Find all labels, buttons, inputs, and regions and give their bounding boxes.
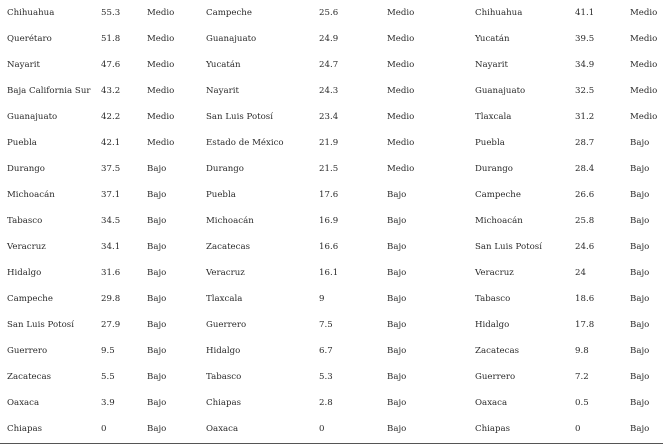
level-cell: Bajo — [147, 216, 167, 226]
value-cell: 0 — [319, 424, 325, 434]
state-name-cell: Baja California Sur — [7, 86, 91, 96]
state-name-cell: Chiapas — [206, 398, 242, 408]
value-cell: 5.3 — [319, 372, 333, 382]
level-cell: Bajo — [630, 242, 650, 252]
value-cell: 6.7 — [319, 346, 333, 356]
table-row — [0, 156, 663, 182]
value-cell: 34.9 — [575, 60, 595, 70]
table-row — [0, 26, 663, 52]
level-cell: Medio — [147, 86, 175, 96]
value-cell: 9.8 — [575, 346, 589, 356]
state-name-cell: Guanajuato — [206, 34, 257, 44]
level-cell: Medio — [630, 8, 658, 18]
level-cell: Bajo — [387, 216, 407, 226]
state-name-cell: Yucatán — [206, 60, 241, 70]
level-cell: Bajo — [147, 424, 167, 434]
table-row — [0, 416, 663, 442]
value-cell: 17.6 — [319, 190, 339, 200]
value-cell: 42.2 — [101, 112, 121, 122]
level-cell: Medio — [147, 34, 175, 44]
level-cell: Bajo — [147, 372, 167, 382]
level-cell: Bajo — [630, 164, 650, 174]
value-cell: 21.5 — [319, 164, 339, 174]
state-name-cell: Durango — [7, 164, 45, 174]
value-cell: 47.6 — [101, 60, 121, 70]
value-cell: 34.5 — [101, 216, 121, 226]
level-cell: Bajo — [387, 424, 407, 434]
value-cell: 28.7 — [575, 138, 595, 148]
level-cell: Medio — [387, 34, 415, 44]
value-cell: 31.2 — [575, 112, 595, 122]
state-name-cell: Tabasco — [7, 216, 43, 226]
state-name-cell: Veracruz — [206, 268, 245, 278]
state-name-cell: Puebla — [206, 190, 236, 200]
state-name-cell: Nayarit — [475, 60, 509, 70]
state-name-cell: Chihuahua — [7, 8, 55, 18]
state-name-cell: Veracruz — [7, 242, 46, 252]
level-cell: Bajo — [387, 372, 407, 382]
level-cell: Medio — [630, 60, 658, 70]
value-cell: 24.6 — [575, 242, 595, 252]
value-cell: 51.8 — [101, 34, 121, 44]
value-cell: 31.6 — [101, 268, 121, 278]
level-cell: Bajo — [630, 372, 650, 382]
level-cell: Bajo — [630, 138, 650, 148]
state-name-cell: Nayarit — [7, 60, 41, 70]
level-cell: Medio — [387, 8, 415, 18]
state-name-cell: Guerrero — [206, 320, 247, 330]
level-cell: Bajo — [147, 268, 167, 278]
table-row — [0, 52, 663, 78]
value-cell: 23.4 — [319, 112, 339, 122]
state-name-cell: Oaxaca — [475, 398, 508, 408]
table-bottom-rule — [0, 443, 663, 444]
state-name-cell: Puebla — [475, 138, 505, 148]
state-name-cell: Tlaxcala — [206, 294, 243, 304]
value-cell: 7.2 — [575, 372, 589, 382]
value-cell: 5.5 — [101, 372, 115, 382]
state-name-cell: Guerrero — [7, 346, 48, 356]
value-cell: 25.6 — [319, 8, 339, 18]
level-cell: Bajo — [387, 268, 407, 278]
level-cell: Bajo — [630, 398, 650, 408]
state-name-cell: Hidalgo — [7, 268, 42, 278]
level-cell: Bajo — [387, 190, 407, 200]
state-name-cell: Guanajuato — [475, 86, 526, 96]
table-row — [0, 260, 663, 286]
level-cell: Medio — [147, 138, 175, 148]
value-cell: 9 — [319, 294, 325, 304]
value-cell: 7.5 — [319, 320, 333, 330]
level-cell: Medio — [630, 34, 658, 44]
level-cell: Bajo — [387, 346, 407, 356]
value-cell: 25.8 — [575, 216, 595, 226]
state-name-cell: Tabasco — [206, 372, 242, 382]
state-name-cell: Durango — [206, 164, 244, 174]
table-row — [0, 104, 663, 130]
state-name-cell: Nayarit — [206, 86, 240, 96]
value-cell: 41.1 — [575, 8, 595, 18]
state-name-cell: Hidalgo — [206, 346, 241, 356]
value-cell: 24.9 — [319, 34, 339, 44]
table-row — [0, 364, 663, 390]
value-cell: 2.8 — [319, 398, 333, 408]
state-name-cell: Puebla — [7, 138, 37, 148]
state-name-cell: Hidalgo — [475, 320, 510, 330]
level-cell: Bajo — [147, 294, 167, 304]
table-row — [0, 182, 663, 208]
value-cell: 0.5 — [575, 398, 589, 408]
level-cell: Bajo — [387, 294, 407, 304]
value-cell: 21.9 — [319, 138, 339, 148]
state-name-cell: Zacatecas — [206, 242, 251, 252]
value-cell: 26.6 — [575, 190, 595, 200]
level-cell: Bajo — [387, 398, 407, 408]
value-cell: 37.1 — [101, 190, 121, 200]
level-cell: Bajo — [630, 268, 650, 278]
table-row — [0, 390, 663, 416]
value-cell: 27.9 — [101, 320, 121, 330]
level-cell: Bajo — [147, 398, 167, 408]
state-name-cell: Zacatecas — [475, 346, 520, 356]
value-cell: 18.6 — [575, 294, 595, 304]
table-row — [0, 286, 663, 312]
level-cell: Bajo — [630, 424, 650, 434]
table-row — [0, 234, 663, 260]
level-cell: Medio — [387, 112, 415, 122]
state-name-cell: Tlaxcala — [475, 112, 512, 122]
value-cell: 39.5 — [575, 34, 595, 44]
state-name-cell: Guanajuato — [7, 112, 58, 122]
level-cell: Bajo — [147, 346, 167, 356]
state-name-cell: Chihuahua — [475, 8, 523, 18]
state-name-cell: Zacatecas — [7, 372, 52, 382]
level-cell: Medio — [147, 8, 175, 18]
level-cell: Bajo — [630, 346, 650, 356]
state-name-cell: Guerrero — [475, 372, 516, 382]
state-name-cell: Estado de México — [206, 138, 284, 148]
level-cell: Medio — [630, 86, 658, 96]
table-row — [0, 338, 663, 364]
value-cell: 0 — [101, 424, 107, 434]
state-name-cell: Yucatán — [475, 34, 510, 44]
value-cell: 55.3 — [101, 8, 121, 18]
state-name-cell: Oaxaca — [206, 424, 239, 434]
state-name-cell: San Luis Potosí — [206, 112, 273, 122]
level-cell: Medio — [387, 60, 415, 70]
value-cell: 9.5 — [101, 346, 115, 356]
table-row — [0, 78, 663, 104]
state-name-cell: Campeche — [7, 294, 53, 304]
state-name-cell: San Luis Potosí — [7, 320, 74, 330]
state-name-cell: San Luis Potosí — [475, 242, 542, 252]
state-name-cell: Oaxaca — [7, 398, 40, 408]
state-name-cell: Querétaro — [7, 34, 52, 44]
state-name-cell: Durango — [475, 164, 513, 174]
table-row — [0, 0, 663, 26]
value-cell: 16.6 — [319, 242, 339, 252]
level-cell: Medio — [147, 112, 175, 122]
value-cell: 0 — [575, 424, 581, 434]
value-cell: 28.4 — [575, 164, 595, 174]
level-cell: Bajo — [147, 190, 167, 200]
level-cell: Bajo — [147, 164, 167, 174]
level-cell: Medio — [387, 138, 415, 148]
level-cell: Bajo — [630, 216, 650, 226]
level-cell: Bajo — [147, 320, 167, 330]
value-cell: 24.3 — [319, 86, 339, 96]
value-cell: 17.8 — [575, 320, 595, 330]
value-cell: 16.9 — [319, 216, 339, 226]
value-cell: 24.7 — [319, 60, 339, 70]
value-cell: 29.8 — [101, 294, 121, 304]
level-cell: Medio — [387, 164, 415, 174]
value-cell: 34.1 — [101, 242, 121, 252]
state-name-cell: Michoacán — [206, 216, 254, 226]
value-cell: 43.2 — [101, 86, 121, 96]
state-name-cell: Campeche — [475, 190, 521, 200]
level-cell: Bajo — [630, 320, 650, 330]
level-cell: Bajo — [147, 242, 167, 252]
value-cell: 24 — [575, 268, 586, 278]
level-cell: Bajo — [630, 294, 650, 304]
table-row — [0, 312, 663, 338]
level-cell: Medio — [387, 86, 415, 96]
state-name-cell: Chiapas — [7, 424, 43, 434]
value-cell: 37.5 — [101, 164, 121, 174]
level-cell: Medio — [147, 60, 175, 70]
state-name-cell: Michoacán — [7, 190, 55, 200]
table-row — [0, 208, 663, 234]
level-cell: Bajo — [387, 320, 407, 330]
state-name-cell: Chiapas — [475, 424, 511, 434]
value-cell: 42.1 — [101, 138, 121, 148]
table-row — [0, 130, 663, 156]
level-cell: Bajo — [630, 190, 650, 200]
state-name-cell: Tabasco — [475, 294, 511, 304]
state-name-cell: Michoacán — [475, 216, 523, 226]
value-cell: 32.5 — [575, 86, 595, 96]
state-name-cell: Veracruz — [475, 268, 514, 278]
level-cell: Bajo — [387, 242, 407, 252]
value-cell: 3.9 — [101, 398, 115, 408]
state-name-cell: Campeche — [206, 8, 252, 18]
level-cell: Medio — [630, 112, 658, 122]
value-cell: 16.1 — [319, 268, 339, 278]
